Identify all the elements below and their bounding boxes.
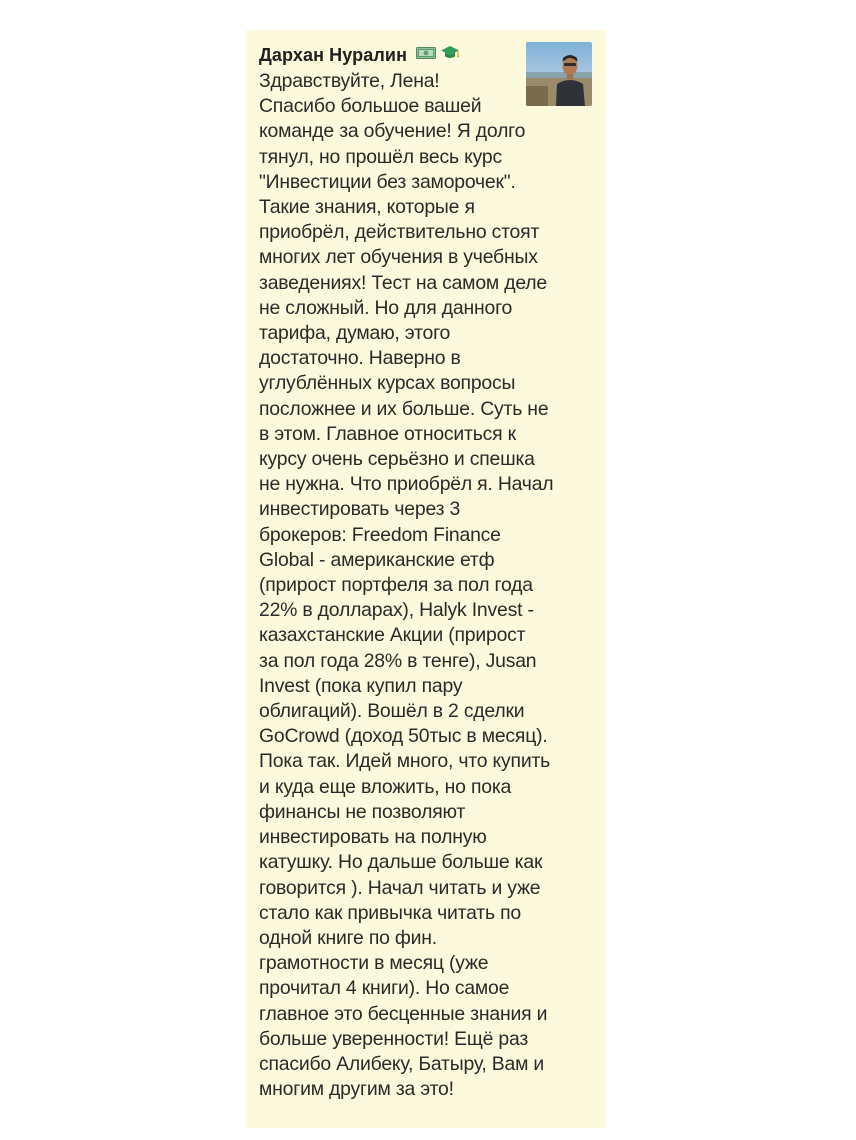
sender-badges bbox=[416, 45, 460, 66]
message-text: Здравствуйте, Лена! Спасибо большое вашей команде за обучение! Я долго тянул, но прошёл весь курс "Инвестиции без заморочек". Такие знания, которые я приобрёл, действительно стоят многих лет обучения в учебных заведениях! Тест на самом деле не сложный. Но для данного тарифа, думаю, этого достаточно. Наверно в углублённых курсах вопросы посложнее и их больше. Суть не в этом. Главное относиться к курсу очень серьёзно и спешка не нужна. Что приобрёл я. Начал инвестировать через 3 брокеров: Freedom Finance Global - американские етф (прирост портфеля за пол года 22% в долларах), Halyk Invest - казахстанские Акции (прирост за пол года 28% в тенге), Jusan Invest (пока купил пару облигаций). Вошёл в 2 сделки GoCrowd (доход 50тыс в месяц). Пока так. Идей много, что купить и куда еще вложить, но пока финансы не позволяют инвестировать на полную катушку. Но дальше больше как говорится ). Начал читать и уже стало как привычка читать по одной книге по фин. грамотности в месяц (уже прочитал 4 книги). Но самое главное это бесценные знания и больше уверенности! Ещё раз спасибо Алибеку, Батыру, Вам и многим другим за это! bbox=[259, 70, 554, 1101]
graduation-cap-icon bbox=[440, 45, 460, 66]
avatar[interactable] bbox=[526, 42, 592, 106]
money-icon bbox=[416, 46, 436, 65]
sender-name[interactable]: Дархан Нуралин bbox=[259, 45, 408, 65]
message-bubble bbox=[246, 30, 606, 1128]
